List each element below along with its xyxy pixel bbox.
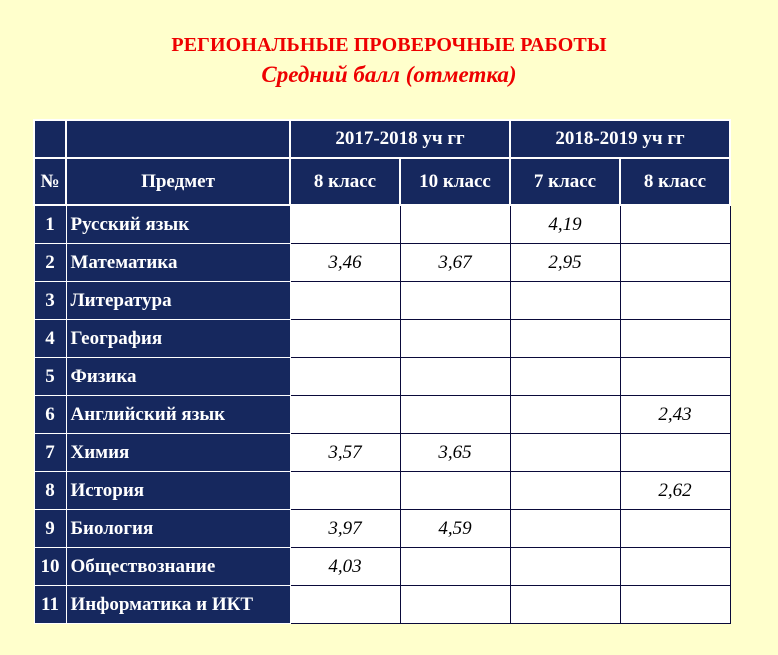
row-cell <box>290 320 400 358</box>
row-number: 10 <box>34 548 66 586</box>
table-row <box>34 510 730 548</box>
row-number: 2 <box>34 244 66 282</box>
row-cell <box>620 205 730 244</box>
row-cell <box>400 358 510 396</box>
table-row <box>34 244 730 282</box>
row-cell: 4,19 <box>510 205 620 244</box>
row-number: 4 <box>34 320 66 358</box>
row-subject: Обществознание <box>66 548 290 586</box>
row-cell: 4,59 <box>400 510 510 548</box>
row-subject: Литература <box>66 282 290 320</box>
row-cell <box>620 244 730 282</box>
row-cell <box>400 472 510 510</box>
row-number: 5 <box>34 358 66 396</box>
page-subtitle: Средний балл (отметка) <box>261 62 517 87</box>
row-cell <box>400 205 510 244</box>
header-num: № <box>34 158 66 205</box>
row-cell <box>620 510 730 548</box>
row-number: 8 <box>34 472 66 510</box>
header-subject: Предмет <box>66 158 290 205</box>
header-col-10-class-2017: 10 класс <box>400 158 510 205</box>
table-row <box>34 358 730 396</box>
table-row <box>34 282 730 320</box>
row-cell <box>510 548 620 586</box>
row-subject: Биология <box>66 510 290 548</box>
table-row <box>34 396 730 434</box>
row-cell <box>510 586 620 624</box>
row-cell: 3,46 <box>290 244 400 282</box>
row-cell <box>290 282 400 320</box>
table-row <box>34 320 730 358</box>
row-cell <box>510 434 620 472</box>
row-cell <box>510 472 620 510</box>
row-cell <box>510 358 620 396</box>
table-row <box>34 205 730 244</box>
row-cell <box>400 548 510 586</box>
row-subject: История <box>66 472 290 510</box>
header-year-2017-2018: 2017-2018 уч гг <box>290 120 510 158</box>
row-cell <box>620 586 730 624</box>
row-subject: Физика <box>66 358 290 396</box>
row-cell: 3,65 <box>400 434 510 472</box>
row-cell <box>400 320 510 358</box>
row-subject: Химия <box>66 434 290 472</box>
row-cell: 2,43 <box>620 396 730 434</box>
row-cell: 4,03 <box>290 548 400 586</box>
row-number: 9 <box>34 510 66 548</box>
table-row <box>34 586 730 624</box>
row-cell <box>400 396 510 434</box>
row-subject: Русский язык <box>66 205 290 244</box>
row-number: 1 <box>34 205 66 244</box>
header-col-8-class-2017: 8 класс <box>290 158 400 205</box>
table-row <box>34 472 730 510</box>
header-year-2018-2019: 2018-2019 уч гг <box>510 120 730 158</box>
row-subject: Математика <box>66 244 290 282</box>
row-cell <box>290 396 400 434</box>
row-cell <box>510 396 620 434</box>
row-subject: Английский язык <box>66 396 290 434</box>
row-cell: 2,95 <box>510 244 620 282</box>
row-cell: 2,62 <box>620 472 730 510</box>
results-table <box>33 119 731 624</box>
row-cell <box>400 282 510 320</box>
row-subject: Информатика и ИКТ <box>66 586 290 624</box>
header-col-7-class-2018: 7 класс <box>510 158 620 205</box>
header-empty-subject <box>66 120 290 158</box>
row-cell <box>290 586 400 624</box>
row-number: 7 <box>34 434 66 472</box>
row-number: 11 <box>34 586 66 624</box>
row-cell <box>620 282 730 320</box>
row-cell <box>620 548 730 586</box>
table-row <box>34 548 730 586</box>
header-row-classes <box>34 158 730 205</box>
row-cell <box>620 434 730 472</box>
row-cell: 3,57 <box>290 434 400 472</box>
row-cell <box>510 320 620 358</box>
row-cell <box>510 282 620 320</box>
row-cell: 3,97 <box>290 510 400 548</box>
row-cell: 3,67 <box>400 244 510 282</box>
row-cell <box>620 358 730 396</box>
row-number: 6 <box>34 396 66 434</box>
row-subject: География <box>66 320 290 358</box>
header-empty-num <box>34 120 66 158</box>
row-cell <box>510 510 620 548</box>
page-title: РЕГИОНАЛЬНЫЕ ПРОВЕРОЧНЫЕ РАБОТЫ <box>171 34 607 56</box>
row-cell <box>620 320 730 358</box>
row-cell <box>290 472 400 510</box>
row-number: 3 <box>34 282 66 320</box>
row-cell <box>290 358 400 396</box>
row-cell <box>400 586 510 624</box>
table-row <box>34 434 730 472</box>
header-col-8-class-2018: 8 класс <box>620 158 730 205</box>
row-cell <box>290 205 400 244</box>
header-row-years <box>34 120 730 158</box>
